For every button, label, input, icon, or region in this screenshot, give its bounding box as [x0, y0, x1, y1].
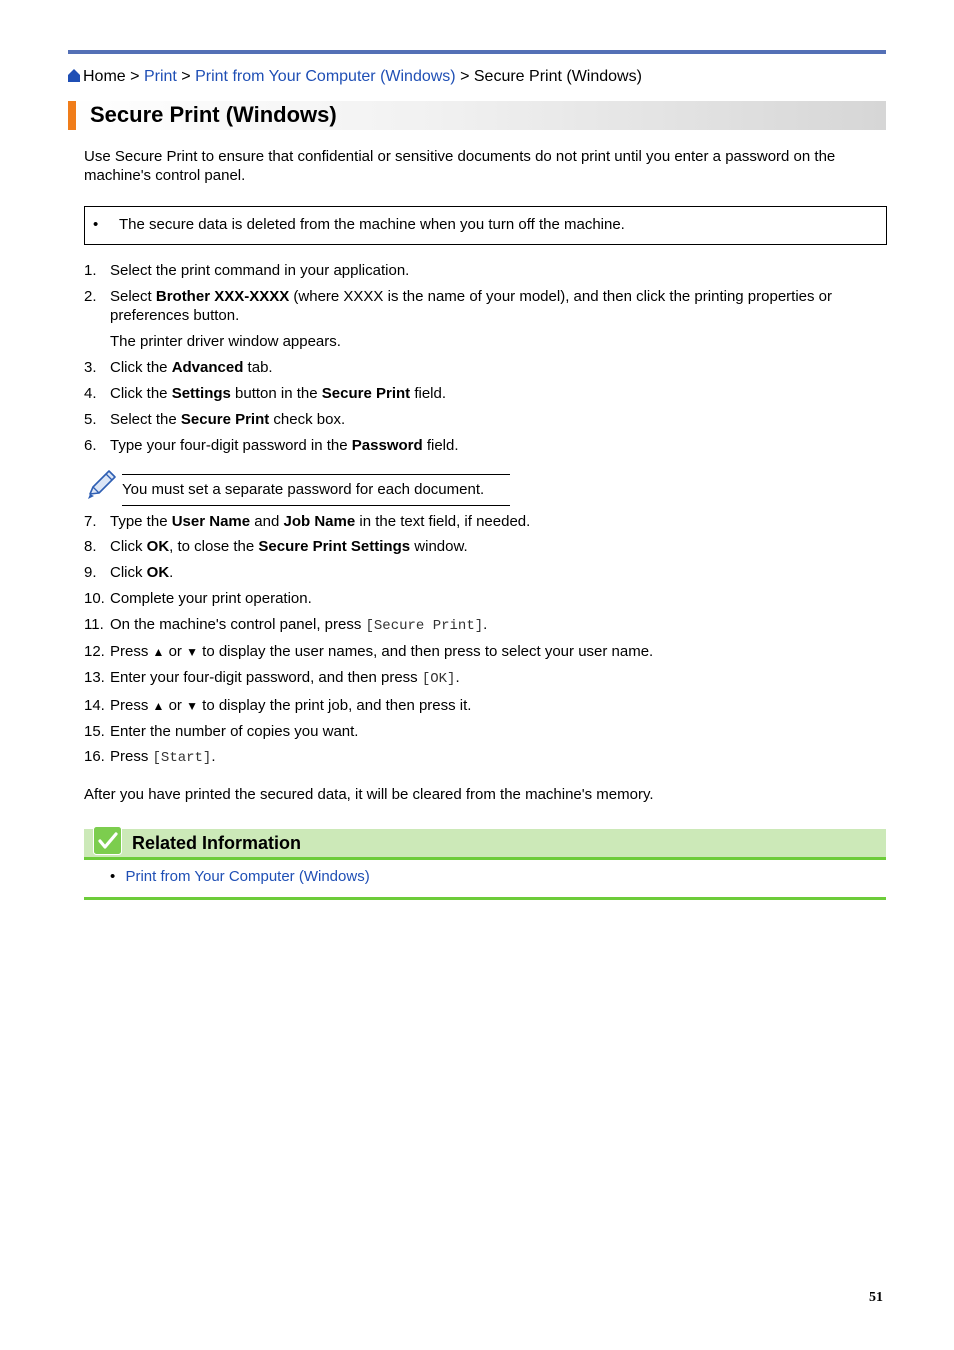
tip-text: You must set a separate password for each document.	[122, 481, 485, 498]
step-bold: OK	[146, 538, 170, 555]
step-11	[84, 615, 884, 636]
step-text: in the text field, if needed.	[355, 513, 531, 530]
step-text: tab.	[243, 359, 273, 376]
step-text: .	[211, 748, 216, 765]
tip-rule-top	[122, 474, 510, 475]
step-text: Click	[110, 538, 147, 555]
step-text: Type your four-digit password in the	[110, 437, 352, 454]
step-4	[84, 384, 884, 403]
step-text: Enter the number of copies you want.	[110, 723, 359, 740]
step-12	[84, 642, 884, 662]
home-icon[interactable]	[68, 69, 80, 82]
closing-paragraph: After you have printed the secured data, it will be cleared from the machine's memory.	[84, 786, 654, 803]
step-text: Press	[110, 643, 153, 660]
pencil-icon	[86, 468, 118, 500]
up-arrow-icon: ▲	[152, 699, 165, 713]
step-13	[84, 668, 884, 689]
breadcrumb-home[interactable]: Home	[83, 68, 126, 85]
down-arrow-icon: ▼	[186, 699, 198, 713]
step-number: 2.	[84, 288, 97, 305]
step-bold: Secure Print	[321, 385, 411, 402]
step-text: Complete your print operation.	[110, 590, 312, 607]
breadcrumb-print-link[interactable]: Print	[143, 68, 177, 85]
step-text: or	[164, 697, 187, 714]
step-6	[84, 436, 884, 455]
step-text: to display the print job, and then press it.	[197, 697, 472, 714]
step-text: Click	[110, 564, 147, 581]
step-2	[84, 287, 884, 351]
step-9	[84, 563, 884, 582]
step-text: to display the user names, and then press to select your user name.	[197, 643, 654, 660]
related-list-item	[110, 868, 370, 885]
step-text: .	[169, 564, 174, 581]
step-text: Click the	[110, 385, 172, 402]
step-text: button in the	[230, 385, 322, 402]
breadcrumb-separator: >	[181, 68, 191, 85]
step-number: 16.	[84, 748, 105, 765]
note-text: The secure data is deleted from the machine when you turn off the machine.	[119, 216, 625, 233]
step-number: 11.	[84, 616, 104, 633]
tip-rule-bottom	[122, 505, 510, 506]
step-number: 14.	[84, 697, 105, 714]
step-number: 5.	[84, 411, 97, 428]
step-15	[84, 722, 884, 741]
step-text: field.	[422, 437, 459, 454]
step-bold: Password	[351, 437, 423, 454]
step-number: 12.	[84, 643, 105, 660]
step-bold: Job Name	[283, 513, 356, 530]
step-text: or	[164, 643, 187, 660]
step-text: , to close the	[169, 538, 259, 555]
step-subtext: The printer driver window appears.	[110, 333, 341, 350]
breadcrumb-separator: >	[460, 68, 470, 85]
title-accent	[68, 101, 76, 130]
step-number: 8.	[84, 538, 97, 555]
down-arrow-icon: ▼	[186, 645, 198, 659]
step-1	[84, 261, 884, 280]
step-text: On the machine's control panel, press	[110, 616, 366, 633]
step-bold: OK	[146, 564, 170, 581]
note-box	[84, 206, 887, 245]
step-bold: Advanced	[171, 359, 244, 376]
breadcrumb-current: Secure Print (Windows)	[473, 68, 642, 85]
step-text: Select the print command in your application.	[110, 262, 410, 279]
step-text: window.	[410, 538, 468, 555]
step-bold: Secure Print	[180, 411, 270, 428]
step-number: 7.	[84, 513, 97, 530]
page-title-bar	[68, 101, 886, 130]
step-7	[84, 512, 884, 531]
step-text: Press	[110, 748, 153, 765]
step-text: .	[455, 669, 460, 686]
step-text: Select	[110, 288, 156, 305]
step-5	[84, 410, 884, 429]
step-number: 1.	[84, 262, 97, 279]
page-title: Secure Print (Windows)	[90, 102, 337, 127]
related-information-header	[84, 829, 886, 860]
control-panel-key: [Start]	[152, 750, 212, 766]
step-number: 9.	[84, 564, 97, 581]
step-number: 3.	[84, 359, 97, 376]
step-number: 4.	[84, 385, 97, 402]
step-3	[84, 358, 884, 377]
step-10	[84, 589, 884, 608]
step-16	[84, 747, 884, 768]
page-number: 51	[869, 1290, 883, 1305]
step-number: 15.	[84, 723, 105, 740]
note-bullet: •	[93, 216, 99, 233]
step-text: (where XXXX is the name of your model), and then click the printing properties or preferences button.	[110, 288, 833, 324]
top-rule	[68, 50, 886, 54]
step-bold: Secure Print Settings	[258, 538, 411, 555]
step-text: .	[483, 616, 488, 633]
related-link-print-from-computer[interactable]: Print from Your Computer (Windows)	[125, 868, 370, 885]
step-bold: User Name	[171, 513, 251, 530]
check-icon	[93, 826, 122, 855]
control-panel-key: [Secure Print]	[365, 618, 484, 634]
breadcrumb	[68, 67, 642, 87]
breadcrumb-print-from-computer-link[interactable]: Print from Your Computer (Windows)	[195, 68, 456, 85]
step-number: 6.	[84, 437, 97, 454]
related-information-title: Related Information	[132, 833, 302, 853]
related-bottom-rule	[84, 897, 886, 900]
step-text: Press	[110, 697, 153, 714]
step-14	[84, 696, 884, 716]
step-text: check box.	[269, 411, 346, 428]
step-text: and	[250, 513, 284, 530]
step-text: Select the	[110, 411, 181, 428]
step-text: Type the	[110, 513, 172, 530]
intro-paragraph: Use Secure Print to ensure that confidential or sensitive documents do not print until you enter a password on the machine's control panel.	[84, 148, 836, 184]
step-bold: Settings	[171, 385, 231, 402]
step-text: field.	[410, 385, 447, 402]
related-bullet: •	[110, 868, 116, 885]
step-number: 10.	[84, 590, 105, 607]
step-text: Enter your four-digit password, and then press	[110, 669, 422, 686]
up-arrow-icon: ▲	[152, 645, 165, 659]
breadcrumb-separator: >	[130, 68, 140, 85]
step-bold: Brother XXX-XXXX	[155, 288, 290, 305]
control-panel-key: [OK]	[421, 671, 456, 687]
step-8	[84, 537, 884, 556]
step-text: Click the	[110, 359, 172, 376]
step-number: 13.	[84, 669, 105, 686]
